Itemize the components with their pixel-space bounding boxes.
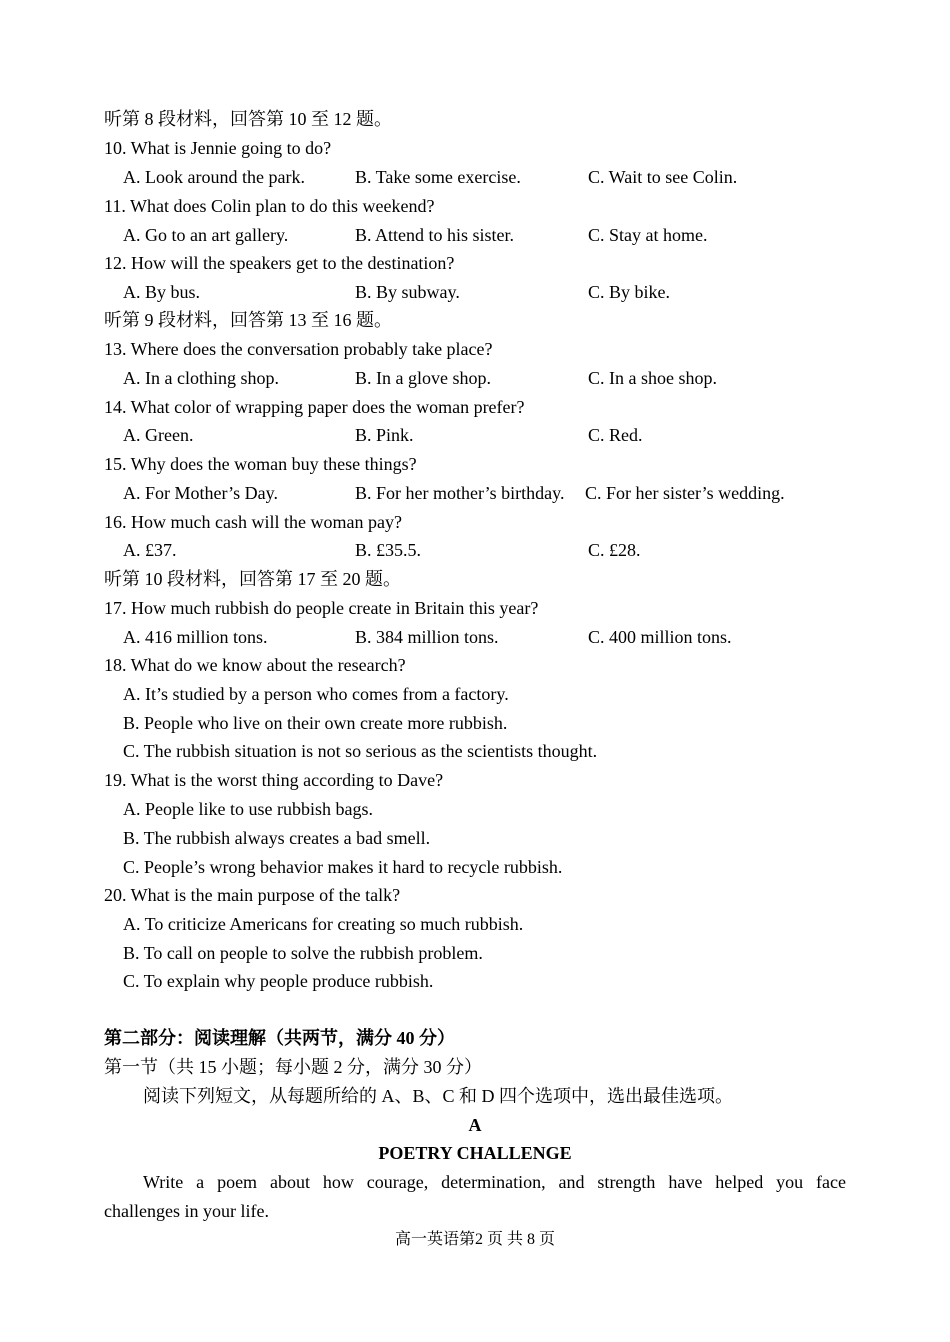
q20-option-c: C. To explain why people produce rubbish.	[123, 971, 434, 991]
q17-option-b: B. 384 million tons.	[355, 627, 499, 647]
q19-option-b: B. The rubbish always creates a bad smell.	[123, 828, 431, 848]
material-10-header: 听第 10 段材料，回答第 17 至 20 题。	[104, 569, 401, 589]
q12-option-b: B. By subway.	[355, 282, 460, 302]
passage-paragraph-line-1: Write a poem about how courage, determination, and strength have helped you face	[143, 1172, 846, 1192]
material-9-header: 听第 9 段材料，回答第 13 至 16 题。	[104, 310, 392, 330]
q20-option-a: A. To criticize Americans for creating so much rubbish.	[123, 914, 524, 934]
q18-option-b: B. People who live on their own create more rubbish.	[123, 713, 508, 733]
passage-title: POETRY CHALLENGE	[378, 1143, 572, 1163]
reading-instruction: 阅读下列短文，从每题所给的 A、B、C 和 D 四个选项中，选出最佳选项。	[143, 1086, 734, 1106]
q15-option-b: B. For her mother’s birthday.	[355, 483, 565, 503]
passage-paragraph-line-2: challenges in your life.	[104, 1201, 269, 1221]
q14-option-a: A. Green.	[123, 425, 194, 445]
q10-option-b: B. Take some exercise.	[355, 167, 521, 187]
q19-option-a: A. People like to use rubbish bags.	[123, 799, 373, 819]
question-10: 10. What is Jennie going to do?	[104, 138, 332, 158]
q14-option-c: C. Red.	[588, 425, 643, 445]
q17-option-c: C. 400 million tons.	[588, 627, 732, 647]
q17-option-a: A. 416 million tons.	[123, 627, 268, 647]
question-19: 19. What is the worst thing according to Dave?	[104, 770, 444, 790]
q20-option-b: B. To call on people to solve the rubbish problem.	[123, 943, 483, 963]
question-13: 13. Where does the conversation probably take place?	[104, 339, 493, 359]
question-18: 18. What do we know about the research?	[104, 655, 406, 675]
q16-option-a: A. £37.	[123, 540, 177, 560]
q18-option-a: A. It’s studied by a person who comes from a factory.	[123, 684, 509, 704]
q11-option-b: B. Attend to his sister.	[355, 225, 515, 245]
q12-option-c: C. By bike.	[588, 282, 671, 302]
question-15: 15. Why does the woman buy these things?	[104, 454, 417, 474]
part-two-title: 第二部分：阅读理解（共两节，满分 40 分）	[104, 1028, 455, 1048]
q16-option-c: C. £28.	[588, 540, 641, 560]
q13-option-a: A. In a clothing shop.	[123, 368, 279, 388]
page-footer: 高一英语第2 页 共 8 页	[394, 1231, 555, 1248]
q19-option-c: C. People’s wrong behavior makes it hard to recycle rubbish.	[123, 857, 563, 877]
q16-option-b: B. £35.5.	[355, 540, 422, 560]
q11-option-a: A. Go to an art gallery.	[123, 225, 289, 245]
q18-option-c: C. The rubbish situation is not so serious as the scientists thought.	[123, 741, 598, 761]
question-20: 20. What is the main purpose of the talk?	[104, 885, 401, 905]
material-8-header: 听第 8 段材料，回答第 10 至 12 题。	[104, 109, 392, 129]
passage-letter: A	[468, 1115, 482, 1135]
question-11: 11. What does Colin plan to do this weekend?	[104, 196, 435, 216]
question-14: 14. What color of wrapping paper does the woman prefer?	[104, 397, 525, 417]
q10-option-a: A. Look around the park.	[123, 167, 305, 187]
q15-option-a: A. For Mother’s Day.	[123, 483, 278, 503]
q13-option-b: B. In a glove shop.	[355, 368, 491, 388]
question-17: 17. How much rubbish do people create in Britain this year?	[104, 598, 539, 618]
q14-option-b: B. Pink.	[355, 425, 414, 445]
q12-option-a: A. By bus.	[123, 282, 201, 302]
subsection-title: 第一节（共 15 小题；每小题 2 分，满分 30 分）	[104, 1057, 482, 1077]
q15-option-c: C. For her sister’s wedding.	[585, 483, 785, 503]
q11-option-c: C. Stay at home.	[588, 225, 708, 245]
q10-option-c: C. Wait to see Colin.	[588, 167, 738, 187]
question-12: 12. How will the speakers get to the destination?	[104, 253, 455, 273]
q13-option-c: C. In a shoe shop.	[588, 368, 717, 388]
question-16: 16. How much cash will the woman pay?	[104, 512, 402, 532]
